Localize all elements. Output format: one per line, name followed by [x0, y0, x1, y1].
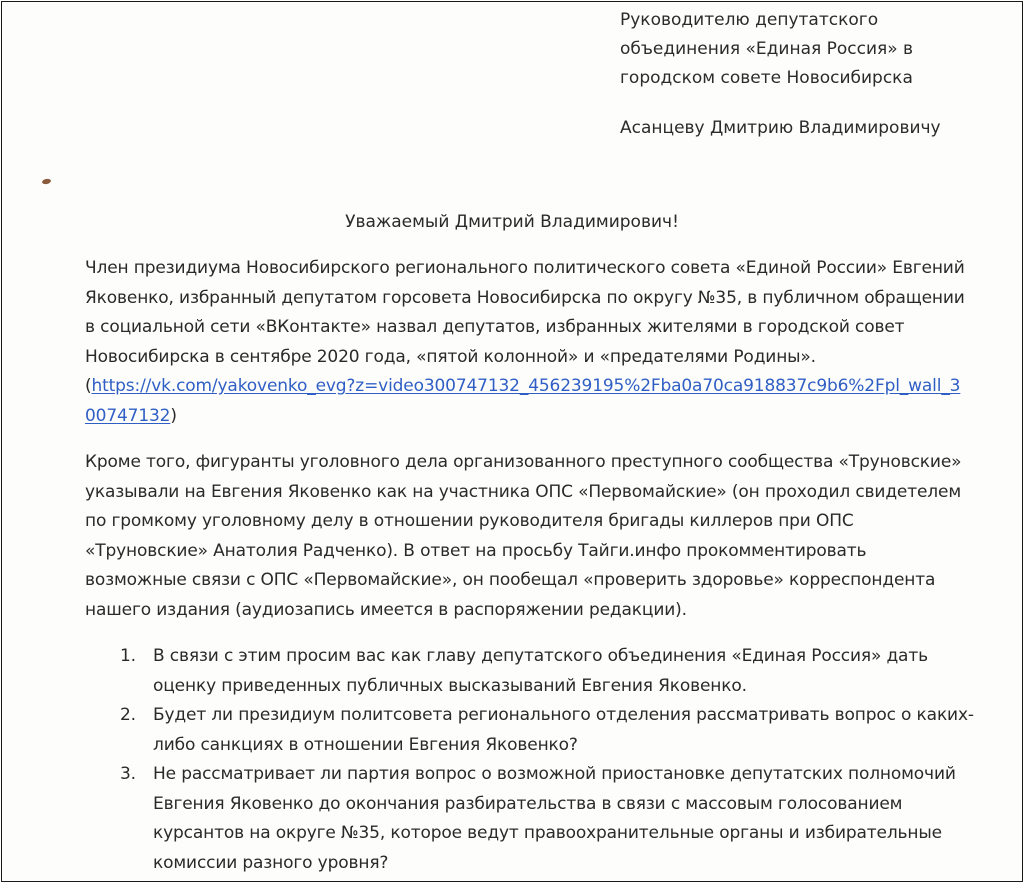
paragraph-context	[85, 448, 961, 625]
question-line: курсантов на округе №35, которое ведут правоохранительные органы и избирательные	[153, 823, 942, 843]
paragraph-line: Член президиума Новосибирского регионального политического совета «Единой России» Евгений	[85, 258, 965, 278]
scanned-letter-page	[1, 1, 1023, 882]
question-line: либо санкциях в отношении Евгения Яковенко?	[153, 734, 578, 755]
addressee-block	[620, 6, 980, 143]
paragraph-line: Яковенко, избранный депутатом горсовета Новосибирска по округу №35, в публичном обращении	[85, 287, 965, 308]
link-close-paren: )	[170, 405, 177, 426]
paragraph-line: возможные связи с ОПС «Первомайские», он пообещал «проверить здоровье» корреспондента	[85, 570, 936, 590]
paragraph-line: нашего издания (аудиозапись имеется в распоряжении редакции).	[85, 599, 687, 620]
greeting: Уважаемый Дмитрий Владимирович!	[345, 212, 679, 232]
link-line	[85, 372, 965, 402]
paragraph-line: Кроме того, фигуранты уголовного дела организованного преступного сообщества «Труновские»	[85, 452, 962, 472]
scan-speck	[42, 178, 52, 185]
addressee-name: Асанцеву Дмитрию Владимировичу	[620, 118, 941, 138]
addressee-line: городском совете Новосибирска	[620, 68, 913, 88]
link-line	[85, 402, 965, 432]
paragraph-line: «Труновские» Анатолия Радченко). В ответ на просьбу Тайги.инфо прокомментировать	[85, 540, 867, 561]
question-line: оценку приведенных публичных высказываний Евгения Яковенко.	[153, 675, 747, 696]
question-number: 1.	[120, 646, 136, 666]
question-line: Евгения Яковенко до окончания разбирательства в связи с массовым голосованием	[153, 793, 903, 814]
question-line: Будет ли президиум политсовета регионального отделения рассматривать вопрос о каких-	[153, 705, 974, 725]
paragraph-statement	[85, 254, 965, 431]
question-item	[120, 642, 974, 701]
questions-list	[120, 642, 974, 878]
vk-video-link-continued[interactable]: 00747132	[85, 405, 171, 426]
question-number: 3.	[120, 764, 136, 784]
paragraph-line: указывали на Евгения Яковенко как на участника ОПС «Первомайские» (он проходил свидетелем	[85, 481, 961, 502]
question-item	[120, 760, 974, 878]
question-line: Не рассматривает ли партия вопрос о возможной приостановке депутатских полномочий	[153, 764, 956, 784]
paragraph-line: по громкому уголовному делу в отношении руководителя бригады киллеров при ОПС	[85, 511, 854, 531]
addressee-line: объединения «Единая Россия» в	[620, 39, 914, 59]
question-line: комиссии разного уровня?	[153, 852, 389, 873]
addressee-line: Руководителю депутатского	[620, 10, 879, 30]
question-line: В связи с этим просим вас как главу депутатского объединения «Единая Россия» дать	[153, 646, 928, 666]
question-item	[120, 701, 974, 760]
link-open-paren: (	[85, 376, 92, 396]
paragraph-line: Новосибирска в сентябре 2020 года, «пятой колонной» и «предателями Родины».	[85, 346, 816, 367]
vk-video-link[interactable]: https://vk.com/yakovenko_evg?z=video300747132_456239195%2Fba0a70ca918837c9b6%2Fpl_wall_3	[91, 376, 961, 396]
question-number: 2.	[120, 705, 136, 725]
paragraph-line: в социальной сети «ВКонтакте» назвал депутатов, избранных жителями в городской совет	[85, 317, 905, 337]
